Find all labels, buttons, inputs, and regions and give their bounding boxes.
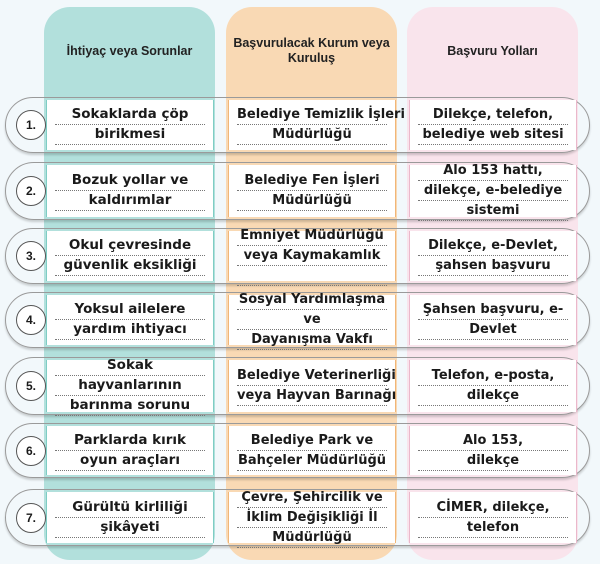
need-cell-line: oyun araçları (55, 451, 205, 471)
row-number-badge: 4. (16, 305, 46, 335)
institution-cell (228, 292, 396, 347)
institution-cell-line: Belediye Temizlik İşleri (237, 105, 387, 125)
method-cell-line: belediye web sitesi (418, 125, 568, 145)
method-cell-line: dilekçe (418, 386, 568, 406)
institution-cell (228, 228, 396, 281)
need-cell-line: güvenlik eksikliği (55, 256, 205, 276)
table-row (5, 423, 590, 478)
need-cell-line: Parklarda kırık (55, 431, 205, 451)
institution-cell-line: Müdürlüğü (237, 191, 387, 211)
institution-cell-line: Emniyet Müdürlüğü (237, 226, 387, 246)
method-cell-line: şahsen başvuru (418, 256, 568, 276)
institution-cell-line: Sosyal Yardımlaşma (237, 290, 387, 310)
institution-cell (228, 489, 396, 545)
institution-cell-line: Müdürlüğü (237, 125, 387, 145)
method-cell (409, 492, 577, 543)
need-cell-line: barınma sorunu (55, 396, 205, 416)
need-cell-line: kaldırımlar (55, 191, 205, 211)
header-institutions: Başvurulacak Kurum veya Kuruluş (233, 36, 390, 65)
method-cell-line: sistemi (418, 201, 568, 221)
need-cell-line: Sokaklarda çöp (55, 105, 205, 125)
table-row (5, 228, 590, 284)
need-cell-line: Bozuk yollar ve (55, 171, 205, 191)
method-cell (409, 295, 577, 345)
need-cell (46, 231, 214, 281)
method-cell-line: Alo 153 hattı, (418, 161, 568, 181)
need-cell-line: Gürültü kirliliği (55, 498, 205, 518)
method-cell-line: Dilekçe, telefon, (418, 105, 568, 125)
institution-cell-line: Bahçeler Müdürlüğü (237, 451, 387, 471)
table-row (5, 292, 590, 348)
need-cell (46, 357, 214, 413)
need-cell-line: şikâyeti (55, 518, 205, 538)
row-number-badge: 3. (16, 241, 46, 271)
need-cell-line: hayvanlarının (55, 376, 205, 396)
need-cell-line: birikmesi (55, 125, 205, 145)
table-row (5, 357, 590, 415)
method-cell-line: Şahsen başvuru, e- (418, 300, 568, 320)
institution-cell-line: Müdürlüğü (237, 528, 387, 548)
institution-cell (228, 426, 396, 475)
institution-cell-line: Belediye Fen İşleri (237, 171, 387, 191)
method-cell-line: CİMER, dilekçe, (418, 498, 568, 518)
table-row (5, 97, 590, 153)
header-needs: İhtiyaç veya Sorunlar (66, 43, 193, 58)
method-cell-line: dilekçe (418, 451, 568, 471)
institution-cell (228, 360, 396, 412)
need-cell (46, 426, 214, 475)
need-cell-line: Okul çevresinde (55, 236, 205, 256)
institution-cell-line: veya Hayvan Barınağı (237, 386, 387, 406)
method-cell-line: Dilekçe, e-Devlet, (418, 236, 568, 256)
need-cell-line: yardım ihtiyacı (55, 320, 205, 340)
need-cell (46, 165, 214, 217)
method-cell-line: telefon (418, 518, 568, 538)
row-number-badge: 5. (16, 371, 46, 401)
method-cell-line: Alo 153, (418, 431, 568, 451)
method-cell-line: dilekçe, e-belediye (418, 181, 568, 201)
row-number-badge: 1. (16, 110, 46, 140)
institution-cell-line: İklim Değişikliği İl (237, 508, 387, 528)
institution-cell-line: Belediye Park ve (237, 431, 387, 451)
need-cell (46, 492, 214, 543)
institution-cell (228, 100, 405, 150)
institution-cell-line: veya Kaymakamlık (237, 246, 387, 266)
method-cell (409, 100, 577, 150)
method-cell (409, 231, 577, 281)
need-cell (46, 100, 214, 150)
row-number-badge: 7. (16, 503, 46, 533)
method-cell (409, 426, 577, 475)
method-cell (409, 360, 577, 412)
institution-cell (228, 165, 396, 217)
institution-cell-line: Dayanışma Vakfı (237, 330, 387, 350)
table-row (5, 489, 590, 546)
need-cell-line: Yoksul ailelere (55, 300, 205, 320)
need-cell (46, 295, 214, 345)
row-number-badge: 2. (16, 176, 46, 206)
method-cell (409, 165, 577, 217)
institution-cell-line (237, 266, 387, 286)
row-number-badge: 6. (16, 436, 46, 466)
method-cell-line: Telefon, e-posta, (418, 366, 568, 386)
need-cell-line: Sokak (55, 356, 205, 376)
method-cell-line: Devlet (418, 320, 568, 340)
header-methods: Başvuru Yolları (447, 43, 538, 58)
institution-cell-line: ve (237, 310, 387, 330)
institution-cell-line: Belediye Veterinerliği (237, 366, 387, 386)
institution-cell-line: Çevre, Şehircilik ve (237, 488, 387, 508)
table-row (5, 162, 590, 220)
